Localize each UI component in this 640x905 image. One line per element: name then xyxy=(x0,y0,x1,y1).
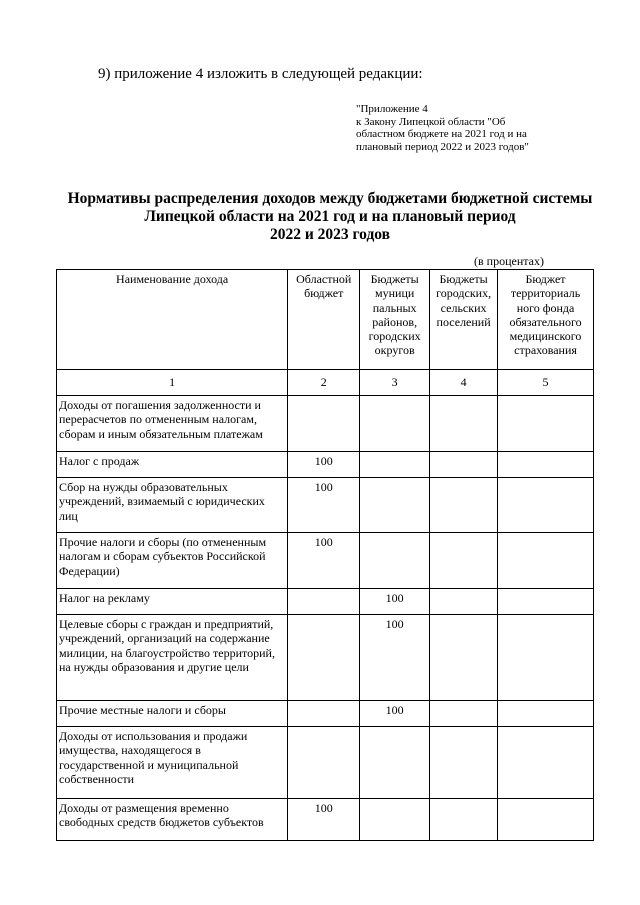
value-regional: 100 xyxy=(288,452,360,478)
value-settlement xyxy=(430,589,498,615)
column-number-row xyxy=(57,370,594,396)
table-row xyxy=(57,478,594,533)
value-medical-fund xyxy=(498,727,594,799)
value-municipal xyxy=(360,452,430,478)
value-regional xyxy=(288,701,360,727)
column-number: 2 xyxy=(288,370,360,396)
table-row xyxy=(57,799,594,841)
value-municipal: 100 xyxy=(360,615,430,701)
appendix-reference xyxy=(356,103,529,153)
title-line: 2022 и 2023 годов xyxy=(269,226,391,243)
table-row xyxy=(57,533,594,589)
income-name: Прочие местные налоги и сборы xyxy=(57,701,288,727)
value-settlement xyxy=(430,478,498,533)
income-name: Налог с продаж xyxy=(57,452,288,478)
title-line: Нормативы распределения доходов между бюджетами бюджетной системы xyxy=(67,190,593,207)
value-settlement xyxy=(430,452,498,478)
value-municipal xyxy=(360,396,430,452)
column-number: 3 xyxy=(360,370,430,396)
column-number: 5 xyxy=(498,370,594,396)
value-medical-fund xyxy=(498,533,594,589)
column-number: 1 xyxy=(57,370,288,396)
appendix-line: "Приложение 4 xyxy=(356,103,428,115)
value-regional: 100 xyxy=(288,799,360,841)
income-name: Доходы от погашения задолженности и перерасчетов по отмененным налогам, сборам и иным обязательным платежам xyxy=(57,396,288,452)
value-regional xyxy=(288,589,360,615)
value-medical-fund xyxy=(498,799,594,841)
value-regional: 100 xyxy=(288,533,360,589)
appendix-line: плановый период 2022 и 2023 годов" xyxy=(356,140,529,153)
value-regional xyxy=(288,396,360,452)
table-row xyxy=(57,727,594,799)
table-row xyxy=(57,615,594,701)
value-municipal xyxy=(360,478,430,533)
value-medical-fund xyxy=(498,396,594,452)
value-regional xyxy=(288,615,360,701)
header-medical-fund: Бюджет территориаль ного фонда обязательного медицинского страхования xyxy=(498,270,594,370)
table-row xyxy=(57,452,594,478)
value-medical-fund xyxy=(498,478,594,533)
value-settlement xyxy=(430,533,498,589)
header-municipal-budgets: Бюджеты муници пальных районов, городских округов xyxy=(360,270,430,370)
income-name: Доходы от размещения временно свободных средств бюджетов субъектов xyxy=(57,799,288,841)
value-municipal: 100 xyxy=(360,589,430,615)
value-settlement xyxy=(430,615,498,701)
value-municipal xyxy=(360,799,430,841)
value-municipal xyxy=(360,727,430,799)
unit-note: (в процентах) xyxy=(474,254,544,268)
value-municipal: 100 xyxy=(360,701,430,727)
title-line: Липецкой области на 2021 год и на плановый период xyxy=(144,208,516,225)
value-regional: 100 xyxy=(288,478,360,533)
value-medical-fund xyxy=(498,589,594,615)
table-row xyxy=(57,396,594,452)
column-number: 4 xyxy=(430,370,498,396)
value-settlement xyxy=(430,701,498,727)
value-settlement xyxy=(430,396,498,452)
amendment-intro: 9) приложение 4 изложить в следующей редакции: xyxy=(98,66,423,82)
table-row xyxy=(57,701,594,727)
appendix-line: областном бюджете на 2021 год и на xyxy=(356,128,527,140)
value-medical-fund xyxy=(498,615,594,701)
appendix-line: к Закону Липецкой области "Об xyxy=(356,115,506,128)
table-row xyxy=(57,589,594,615)
income-name: Налог на рекламу xyxy=(57,589,288,615)
header-income-name: Наименование дохода xyxy=(57,270,288,370)
header-regional-budget: Областной бюджет xyxy=(288,270,360,370)
value-municipal xyxy=(360,533,430,589)
header-settlement-budgets: Бюджеты городских, сельских поселений xyxy=(430,270,498,370)
value-medical-fund xyxy=(498,701,594,727)
value-settlement xyxy=(430,727,498,799)
revenue-distribution-table xyxy=(56,269,594,841)
document-title xyxy=(40,190,620,244)
value-medical-fund xyxy=(498,452,594,478)
income-name: Сбор на нужды образовательных учреждений, взимаемый с юридических лиц xyxy=(57,478,288,533)
value-settlement xyxy=(430,799,498,841)
value-regional xyxy=(288,727,360,799)
income-name: Целевые сборы с граждан и предприятий, учреждений, организаций на содержание милиции, на благоустройство территорий, на нужды образования и другие цели xyxy=(57,615,288,701)
income-name: Прочие налоги и сборы (по отмененным налогам и сборам субъектов Российской Федерации) xyxy=(57,533,288,589)
income-name: Доходы от использования и продажи имущества, находящегося в государственной и муниципальной собственности xyxy=(57,727,288,799)
table-header-row xyxy=(57,270,594,370)
